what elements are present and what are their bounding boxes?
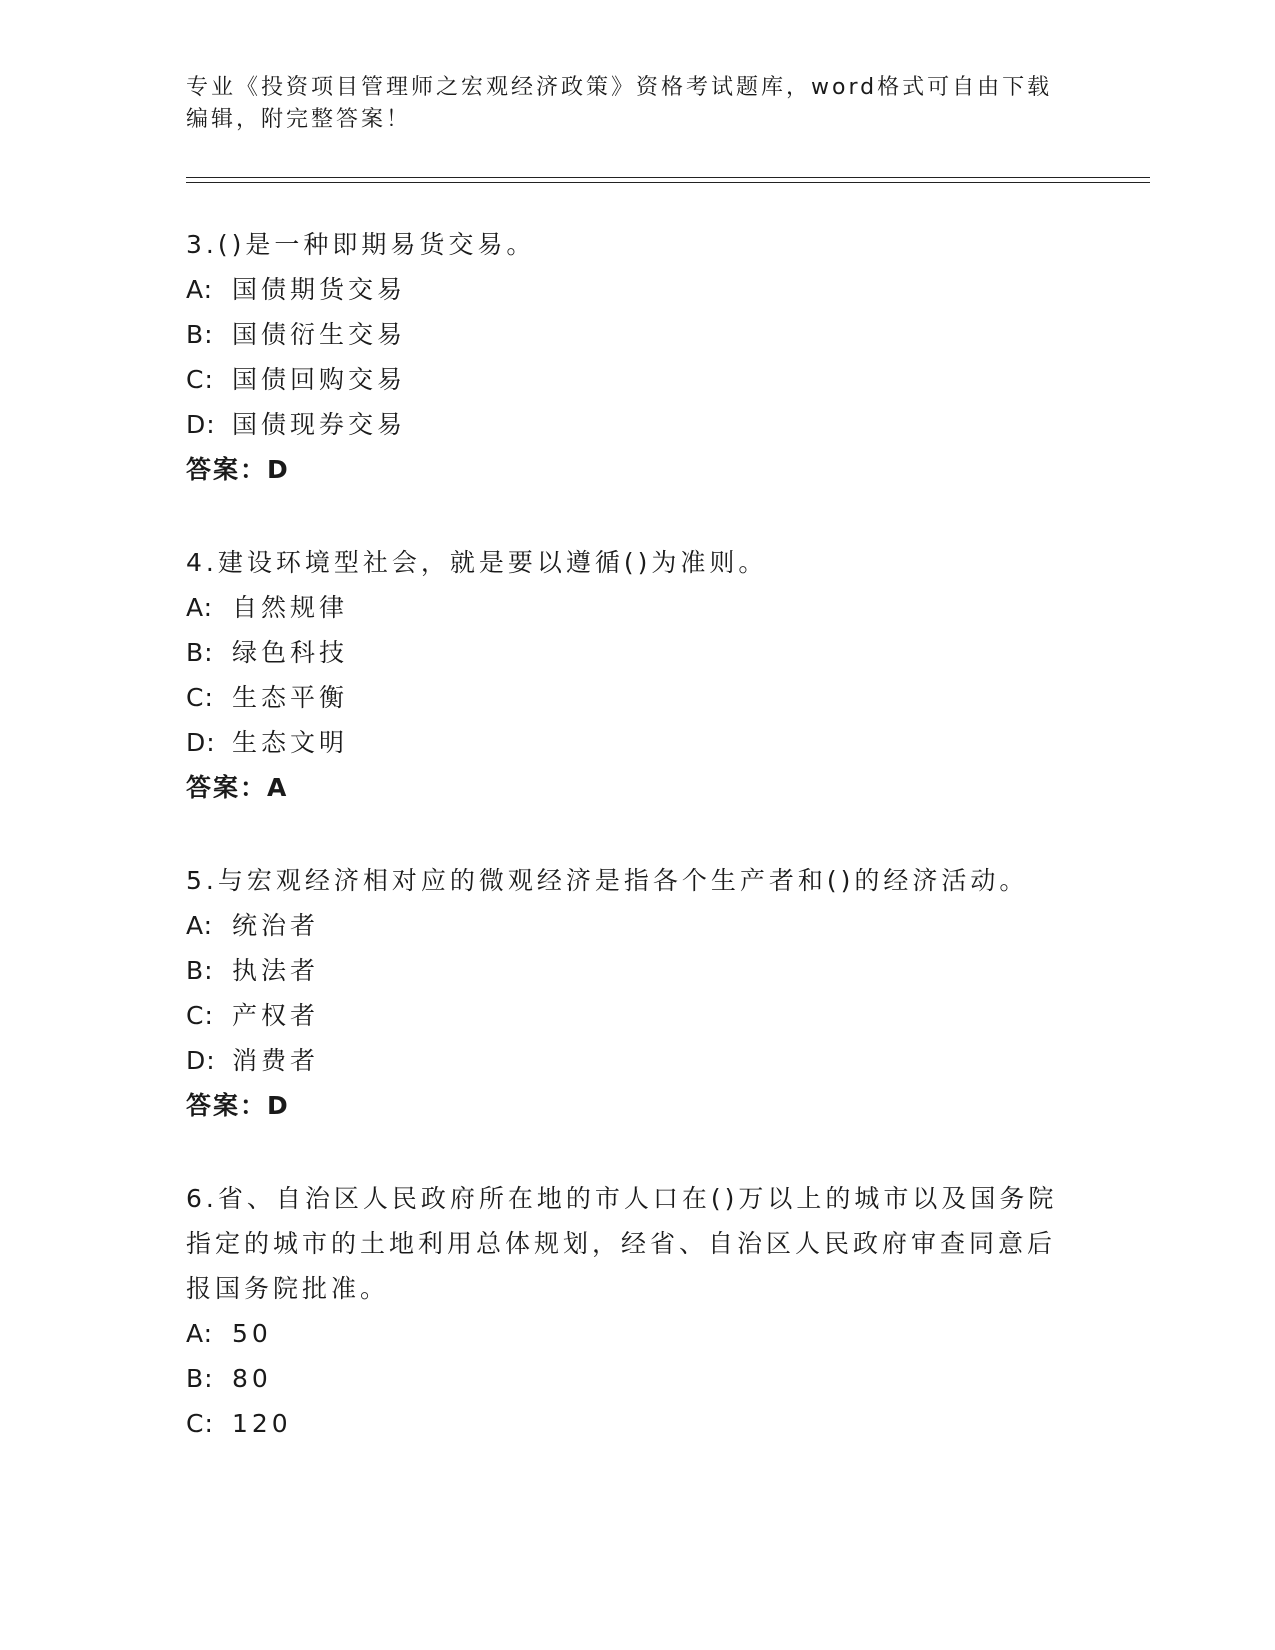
option-letter: C:: [186, 365, 214, 394]
option-text: 国债期货交易: [232, 275, 407, 304]
option-text: 国债现券交易: [232, 410, 407, 439]
option-text: 产权者: [232, 1001, 320, 1030]
option-a: [186, 903, 1066, 948]
option-letter: B:: [186, 638, 214, 667]
option-b: [186, 1356, 1066, 1401]
option-text: 统治者: [232, 911, 320, 940]
answer-line: 答案：D: [186, 1091, 290, 1120]
header-divider-top: [186, 177, 1150, 178]
option-text: 120: [232, 1409, 292, 1438]
option-letter: C:: [186, 1001, 214, 1030]
option-text: 国债回购交易: [232, 365, 407, 394]
option-letter: C:: [186, 683, 214, 712]
answer-line: 答案：D: [186, 455, 290, 484]
answer-line: 答案：A: [186, 773, 289, 802]
question-stem: 3.()是一种即期易货交易。: [186, 230, 536, 259]
option-c: [186, 675, 1066, 720]
option-text: 执法者: [232, 956, 320, 985]
option-letter: A:: [186, 1319, 214, 1348]
option-text: 生态平衡: [232, 683, 349, 712]
document-header: 专业《投资项目管理师之宏观经济政策》资格考试题库，word格式可自由下载编辑，附完整答案！: [186, 75, 1053, 132]
option-a: [186, 585, 1066, 630]
option-text: 国债衍生交易: [232, 320, 407, 349]
option-letter: D:: [186, 728, 216, 757]
option-text: 绿色科技: [232, 638, 349, 667]
question-6: [186, 1176, 1066, 1446]
option-c: [186, 1401, 1066, 1446]
option-d: [186, 1038, 1066, 1083]
option-letter: B:: [186, 320, 214, 349]
option-d: [186, 402, 1066, 447]
option-letter: A:: [186, 911, 214, 940]
option-b: [186, 948, 1066, 993]
option-a: [186, 267, 1066, 312]
question-stem: 6.省、自治区人民政府所在地的市人口在()万以上的城市以及国务院指定的城市的土地利用总体规划，经省、自治区人民政府审查同意后报国务院批准。: [186, 1184, 1058, 1303]
option-letter: B:: [186, 1364, 214, 1393]
option-letter: C:: [186, 1409, 214, 1438]
question-5: [186, 858, 1066, 1128]
option-letter: A:: [186, 593, 214, 622]
option-letter: D:: [186, 410, 216, 439]
option-a: [186, 1311, 1066, 1356]
question-stem: 5.与宏观经济相对应的微观经济是指各个生产者和()的经济活动。: [186, 866, 1029, 895]
option-text: 生态文明: [232, 728, 349, 757]
option-d: [186, 720, 1066, 765]
option-letter: D:: [186, 1046, 216, 1075]
option-c: [186, 993, 1066, 1038]
option-text: 自然规律: [232, 593, 349, 622]
option-text: 消费者: [232, 1046, 320, 1075]
option-letter: B:: [186, 956, 214, 985]
option-letter: A:: [186, 275, 214, 304]
question-stem: 4.建设环境型社会，就是要以遵循()为准则。: [186, 548, 768, 577]
option-b: [186, 630, 1066, 675]
option-text: 80: [232, 1364, 272, 1393]
question-4: [186, 540, 1066, 810]
question-3: [186, 222, 1066, 492]
option-c: [186, 357, 1066, 402]
option-b: [186, 312, 1066, 357]
header-divider-bottom: [186, 182, 1150, 183]
option-text: 50: [232, 1319, 272, 1348]
